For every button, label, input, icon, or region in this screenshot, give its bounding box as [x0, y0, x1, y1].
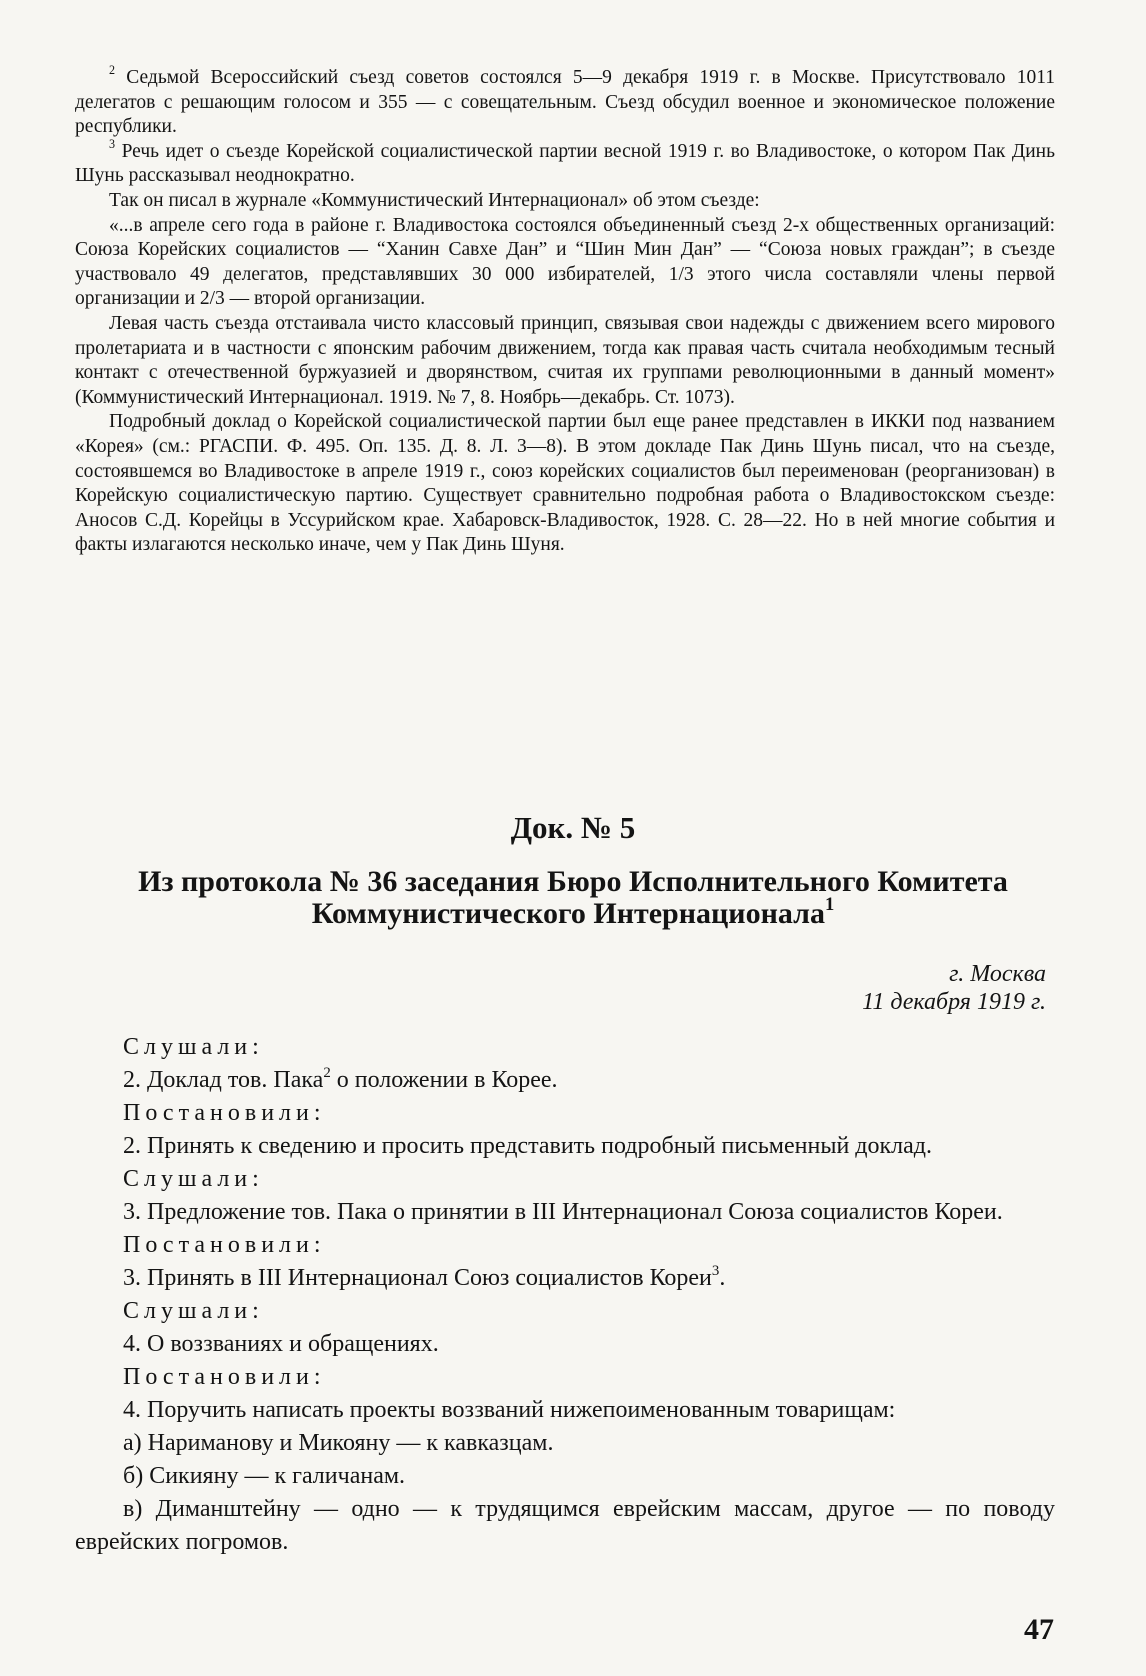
resolved-label: Постановили: [123, 1100, 326, 1126]
footnote-text: Речь идет о съезде Корейской социалистической партии весной 1919 г. во Владивостоке, о котором Пак Динь Шунь рассказывал неоднократно. [75, 140, 1055, 187]
agenda-item-text: о положении в Корее. [330, 1067, 558, 1093]
agenda-item [75, 1064, 1055, 1097]
title-line-1: Из протокола № 36 заседания Бюро Исполнительного Комитета [138, 865, 1008, 898]
footnote-marker: 3 [711, 1262, 720, 1279]
date: 11 декабря 1919 г. [862, 989, 1046, 1015]
place: г. Москва [949, 961, 1046, 987]
agenda-item: 3. Предложение тов. Пака о принятии в III Интернационал Союза социалистов Кореи. [123, 1199, 1003, 1225]
agenda-item: 4. О воззваниях и обращениях. [123, 1331, 439, 1357]
footnote-2 [75, 63, 1055, 140]
footnote-paragraph: Левая часть съезда отстаивала чисто классовый принцип, связывая свои надежды с движением всего мирового пролетариата и в частности с японским рабочим движением, тогда как правая часть считала необходимым тесный контакт с отечественной буржуазией и дворянством, считая их группами революционными в данный момент» (Коммунистический Интернационал. 1919. № 7, 8. Ноябрь—декабрь. Ст. 1073). [75, 312, 1055, 408]
title-line-2-text: Коммунистического Интернационала [311, 897, 825, 930]
resolution [75, 1262, 1055, 1295]
footnote-marker: 3 [109, 137, 116, 152]
footnote-marker: 2 [109, 63, 116, 78]
document-number: Док. № 5 [510, 810, 636, 845]
heard-label: Слушали: [123, 1166, 264, 1192]
resolution: 4. Поручить написать проекты воззваний нижепоименованным товарищам: [123, 1397, 896, 1423]
resolution-text: 3. Принять в III Интернационал Союз социалистов Кореи [123, 1265, 712, 1291]
footnote-paragraph: Так он писал в журнале «Коммунистический Интернационал» об этом съезде: [109, 189, 760, 211]
agenda-item-text: 2. Доклад тов. Пака [123, 1067, 324, 1093]
footnote-paragraph: Подробный доклад о Корейской социалистической партии был еще ранее представлен в ИККИ под названием «Корея» (см.: РГАСПИ. Ф. 495. Оп. 135. Д. 8. Л. 3—8). В этом докладе Пак Динь Шунь писал, что на съезде, состоявшемся во Владивостоке в апреле 1919 г., союз корейских социалистов был переименован (реорганизован) в Корейскую социалистическую партию. Существует сравнительно подробная работа о Владивостокском съезде: Аносов С.Д. Корейцы в Уссурийском крае. Хабаровск-Владивосток, 1928. С. 28—22. Но в ней многие события и факты излагаются несколько иначе, чем у Пак Динь Шуня. [75, 411, 1055, 556]
resolved-label: Постановили: [123, 1364, 326, 1390]
resolution-subitem: б) Сикияну — к галичанам. [123, 1463, 406, 1489]
heard-label: Слушали: [123, 1298, 264, 1324]
protocol-body [75, 1031, 1055, 1559]
page-number: 47 [1024, 1613, 1054, 1646]
footnote-3 [75, 137, 1055, 189]
resolution-subitem: в) Диманштейну — одно — к трудящимся еврейским массам, другое — по поводу еврейских погромов. [75, 1496, 1055, 1555]
footnote-marker: 2 [323, 1064, 331, 1081]
resolved-label: Постановили: [123, 1232, 326, 1258]
footnote-text: Седьмой Всероссийский съезд советов состоялся 5—9 декабря 1919 г. в Москве. Присутствовало 1011 делегатов с решающим голосом и 355 — с совещательным. Съезд обсудил военное и экономическое положение республики. [75, 67, 1055, 138]
title-footnote-marker: 1 [824, 894, 835, 916]
title-line-2 [0, 894, 1146, 930]
resolution-subitem: а) Нариманову и Микояну — к кавказцам. [123, 1430, 554, 1456]
place-date [862, 960, 1046, 1016]
heard-label: Слушали: [123, 1034, 264, 1060]
footnotes-block [75, 63, 1055, 558]
footnote-quote: «...в апреле сего года в районе г. Владивостока состоялся объединенный съезд 2-х общественных организаций: Союза Корейских социалистов — “Ханин Савхе Дан” и “Шин Мин Дан” — “Союза новых граждан”; в съезде участвовало 49 делегатов, представлявших 30 000 избирателей, 1/3 этого числа составляли члены первой организации и 2/3 — второй организации. [75, 214, 1055, 310]
document-title [0, 866, 1146, 930]
resolution: 2. Принять к сведению и просить представить подробный письменный доклад. [123, 1133, 932, 1159]
resolution-text: . [719, 1265, 726, 1291]
